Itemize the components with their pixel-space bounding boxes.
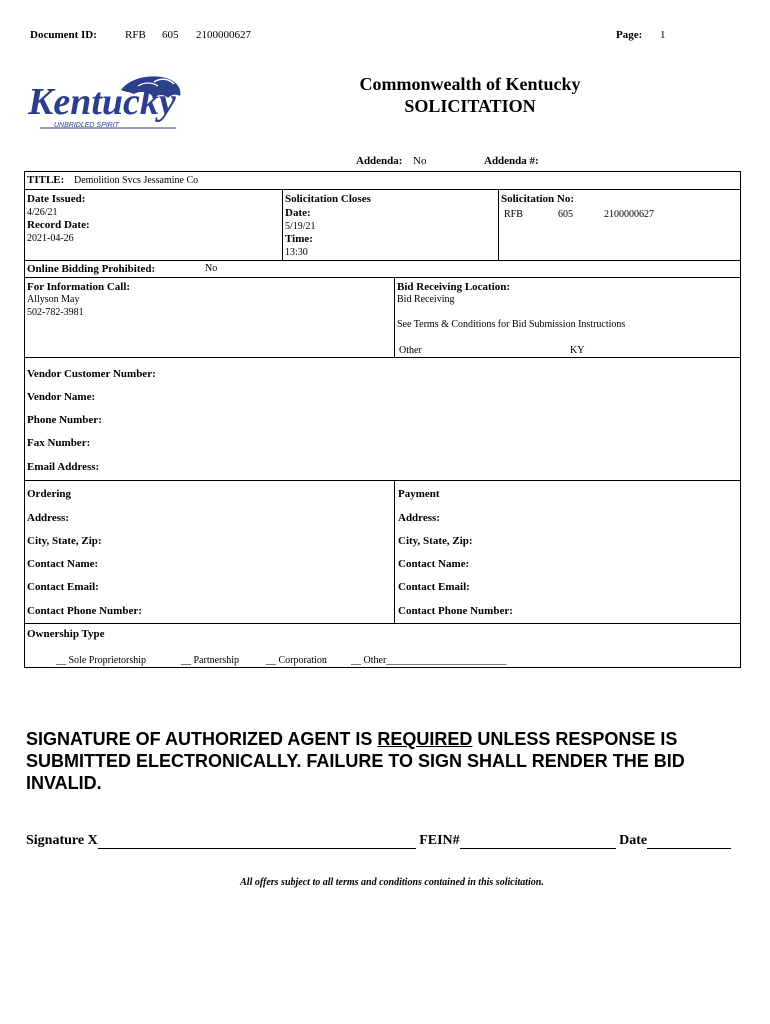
info-call-label: For Information Call: xyxy=(27,281,131,293)
signature-row xyxy=(26,833,748,849)
page-label: Page: xyxy=(616,29,643,41)
info-contact-name: Allyson May xyxy=(27,294,80,305)
footer-disclaimer: All offers subject to all terms and conditions contained in this solicitation. xyxy=(240,877,544,888)
horse-logo-icon xyxy=(26,72,186,134)
solicitation-form xyxy=(24,171,741,668)
date-issued-label: Date Issued: xyxy=(27,193,86,205)
time-label: Time: xyxy=(285,233,313,245)
ordering-address-label: Address: xyxy=(27,512,69,524)
ownership-option-partnership[interactable]: __ Partnership xyxy=(181,655,240,666)
email-address-label: Email Address: xyxy=(27,461,100,473)
agency-title: Commonwealth of Kentucky xyxy=(359,74,581,94)
record-date-label: Record Date: xyxy=(27,219,90,231)
doc-id-label: Document ID: xyxy=(30,29,97,41)
addenda-number-label: Addenda #: xyxy=(484,155,539,167)
ordering-title: Ordering xyxy=(27,488,71,500)
ordering-contact-phone-label: Contact Phone Number: xyxy=(27,605,142,617)
bid-state: KY xyxy=(570,345,585,356)
solicitation-no-label: Solicitation No: xyxy=(501,193,575,205)
logo-tagline: UNBRIDLED SPIRIT xyxy=(54,122,119,129)
payment-address-label: Address: xyxy=(398,512,440,524)
fein-label: FEIN# xyxy=(419,833,460,848)
payment-contact-name-label: Contact Name: xyxy=(398,558,470,570)
vendor-name-label: Vendor Name: xyxy=(27,391,96,403)
bid-city: Other xyxy=(399,345,422,356)
date-label: Date xyxy=(619,833,648,848)
doc-id-number: 2100000627 xyxy=(196,29,251,41)
record-date-value: 2021-04-26 xyxy=(27,233,74,244)
phone-number-label: Phone Number: xyxy=(27,414,102,426)
online-bidding-label: Online Bidding Prohibited: xyxy=(27,263,156,275)
ownership-option-other[interactable]: __ Other________________________ xyxy=(351,655,507,666)
time-value: 13:30 xyxy=(285,247,308,258)
ownership-type-label: Ownership Type xyxy=(27,628,105,640)
doc-id-type: RFB xyxy=(125,29,146,41)
ordering-contact-email-label: Contact Email: xyxy=(27,581,99,593)
signature-field[interactable] xyxy=(98,834,416,849)
payment-title: Payment xyxy=(398,488,440,500)
signature-label: Signature X xyxy=(26,833,98,848)
fax-number-label: Fax Number: xyxy=(27,437,91,449)
bid-location-value: Bid Receiving xyxy=(397,294,455,305)
doc-id-dept: 605 xyxy=(162,29,179,41)
closes-date-value: 5/19/21 xyxy=(285,221,316,232)
addenda-label: Addenda: xyxy=(356,155,403,167)
ownership-option-sole[interactable]: __ Sole Proprietorship xyxy=(56,655,146,666)
bid-location-label: Bid Receiving Location: xyxy=(397,281,511,293)
signature-requirement-notice: SIGNATURE OF AUTHORIZED AGENT IS REQUIRED UNLESS RESPONSE IS SUBMITTED ELECTRONICALLY. FAILURE TO SIGN SHALL RENDER THE BID INVALID. xyxy=(26,729,685,793)
title-label: TITLE: xyxy=(27,174,65,186)
date-field[interactable] xyxy=(647,834,731,849)
kentucky-logo xyxy=(26,72,186,134)
date-issued-value: 4/26/21 xyxy=(27,207,58,218)
payment-city-label: City, State, Zip: xyxy=(398,535,473,547)
ordering-city-label: City, State, Zip: xyxy=(27,535,102,547)
solicitation-no-type: RFB xyxy=(504,209,523,220)
title-value: Demolition Svcs Jessamine Co xyxy=(74,175,199,186)
online-bidding-value: No xyxy=(205,263,218,274)
payment-contact-phone-label: Contact Phone Number: xyxy=(398,605,513,617)
document-type-title: SOLICITATION xyxy=(404,96,536,116)
closes-label: Solicitation Closes xyxy=(285,193,371,205)
ordering-contact-name-label: Contact Name: xyxy=(27,558,99,570)
addenda-value: No xyxy=(413,155,427,167)
info-contact-phone: 502-782-3981 xyxy=(27,307,84,318)
ownership-option-corporation[interactable]: __ Corporation xyxy=(266,655,327,666)
page-number: 1 xyxy=(660,29,666,41)
payment-contact-email-label: Contact Email: xyxy=(398,581,470,593)
required-emphasis: REQUIRED xyxy=(377,729,473,749)
solicitation-no-number: 2100000627 xyxy=(604,209,654,220)
bid-terms-note: See Terms & Conditions for Bid Submission Instructions xyxy=(397,319,626,330)
logo-word: Kentucky xyxy=(28,81,176,123)
fein-field[interactable] xyxy=(460,834,616,849)
closes-date-label: Date: xyxy=(285,207,311,219)
vendor-customer-number-label: Vendor Customer Number: xyxy=(27,368,156,380)
solicitation-no-dept: 605 xyxy=(558,209,573,220)
